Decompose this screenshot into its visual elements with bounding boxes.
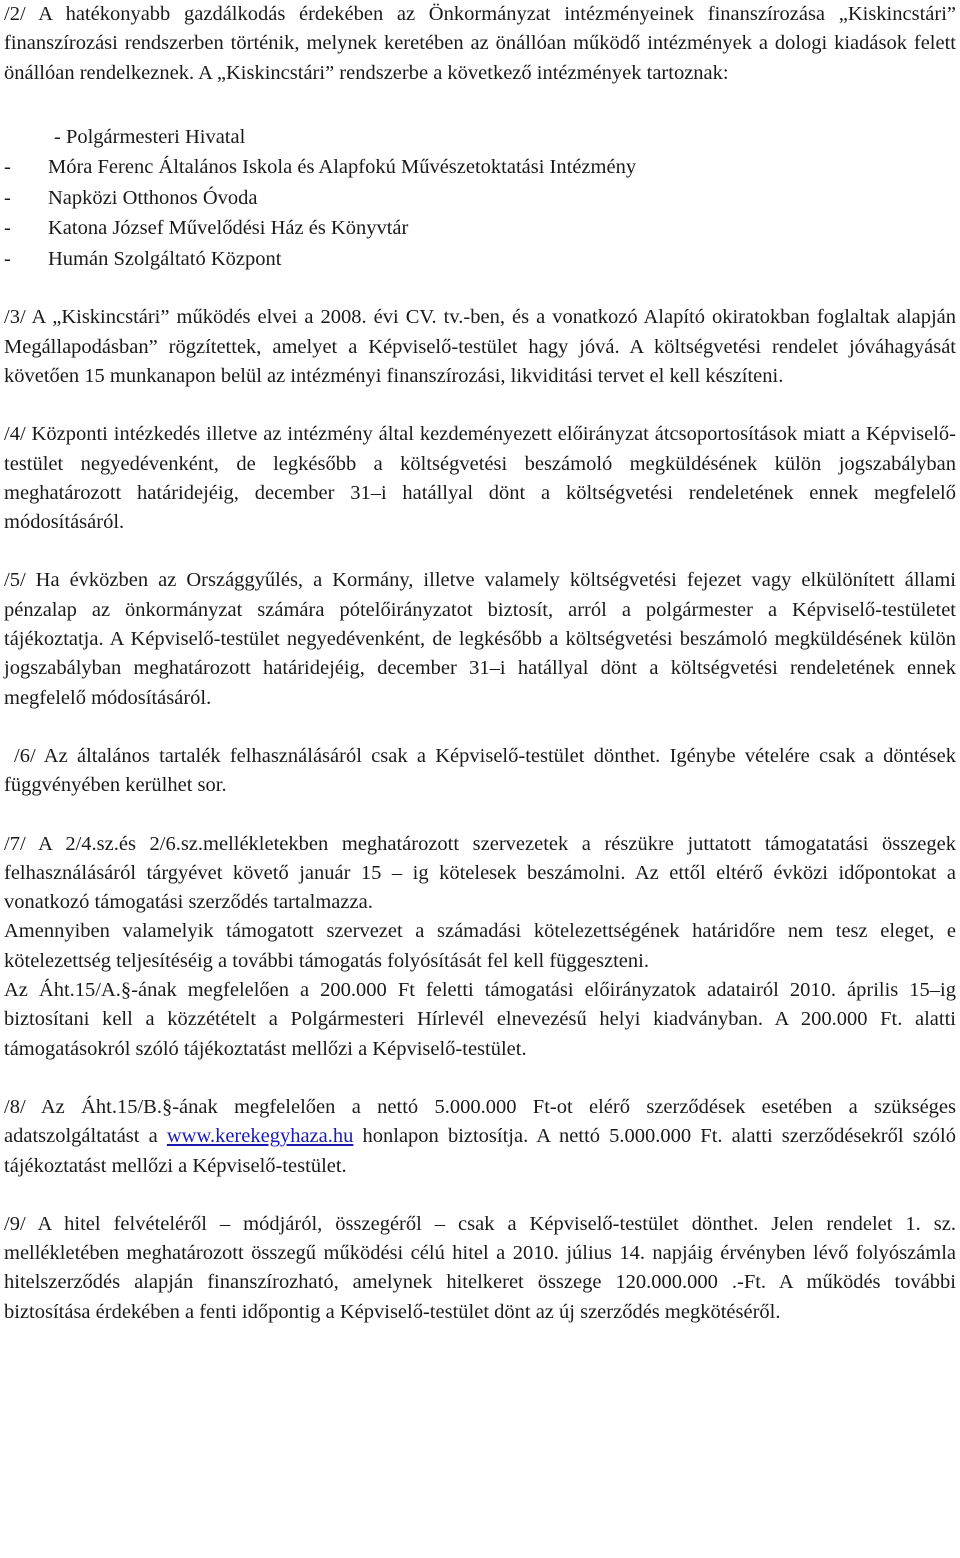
document-page	[4, 0, 956, 1327]
paragraph-3: /3/ A „Kiskincstári” működés elvei a 2008. évi CV. tv.-ben, és a vonatkozó Alapító okiratokban foglaltak alapján Megállapodásban” rögzítettek, amelyet a Képviselő-testület hagy jóvá. A költségvetési rendelet jóváhagyását követően 15 munkanapon belül az intézményi finanszírozási, likviditási tervet el kell készíteni.	[4, 306, 956, 387]
institution-item: - Humán Szolgáltató Központ	[4, 247, 282, 270]
paragraph-7b: Amennyiben valamelyik támogatott szervezet a számadási kötelezettségének határidőre nem tesz eleget, e kötelezettség teljesítéséig a további támogatás folyósítását fel kell függeszteni.	[4, 920, 956, 972]
paragraph-8: /8/ Az Áht.15/B.§-ának megfelelően a nettó 5.000.000 Ft-ot elérő szerződések esetében a szükséges adatszolgáltatást a www.kerekegyhaza.hu honlapon biztosítja. A nettó 5.000.000 Ft. alatti szerződésekről szóló tájékoztatást mellőzi a Képviselő-testület.	[4, 1095, 956, 1177]
paragraph-2: /2/ A hatékonyabb gazdálkodás érdekében az Önkormányzat intézményeinek finanszírozása „Kiskincstári” finanszírozási rendszerben történik, melynek keretében az önállóan működő intézmények a dologi kiadások felett önállóan rendelkeznek. A „Kiskincstári” rendszerbe a következő intézmények tartoznak:	[4, 3, 956, 84]
institution-item: - Móra Ferenc Általános Iskola és Alapfokú Művészetoktatási Intézmény	[4, 156, 637, 179]
institution-list	[4, 122, 956, 275]
institution-item: - Polgármesteri Hivatal	[54, 125, 246, 148]
paragraph-7a: /7/ A 2/4.sz.és 2/6.sz.mellékletekben meghatározott szervezetek a részükre juttatott támogatatási összegek felhasználásáról tárgyévet követő január 15 – ig kötelesek beszámolni. Az ettől eltérő évközi időpontokat a vonatkozó támogatási szerződés tartalmazza.	[4, 832, 956, 914]
paragraph-4: /4/ Központi intézkedés illetve az intézmény által kezdeményezett előirányzat átcsoportosítások miatt a Képviselő-testület negyedévenként, de legkésőbb a költségvetési beszámoló megküldésének külön jogszabályban meghatározott határidejéig, december 31–i hatállyal dönt a költségvetési rendeletének ennek megfelelő módosításáról.	[4, 423, 956, 534]
paragraph-9: /9/ A hitel felvételéről – módjáról, összegéről – csak a Képviselő-testület dönthet. Jelen rendelet 1. sz. mellékletében meghatározott összegű működési célú hitel a 2010. július 14. napjáig érvényben lévő folyószámla hitelszerződés alapján finanszírozható, amelynek hitelkeret összege 120.000.000 .-Ft. A működés további biztosítása érdekében a fenti időpontig a Képviselő-testület dönt az új szerződés megkötéséről.	[4, 1212, 956, 1323]
institution-item: - Napközi Otthonos Óvoda	[4, 186, 258, 209]
institution-item: - Katona József Művelődési Ház és Könyvtár	[4, 217, 409, 240]
website-link[interactable]: www.kerekegyhaza.hu	[166, 1125, 354, 1148]
paragraph-5: /5/ Ha évközben az Országgyűlés, a Kormány, illetve valamely költségvetési fejezet vagy elkülönített állami pénzalap az önkormányzat számára pótelőirányzatot biztosít, arról a polgármester a Képviselő-testületet tájékoztatja. A Képviselő-testület negyedévenként, de legkésőbb a költségvetési beszámoló megküldésének külön jogszabályban meghatározott határidejéig, december 31–i hatállyal dönt a költségvetési rendeletének ennek megfelelő módosításáról.	[4, 569, 956, 709]
paragraph-7c: Az Áht.15/A.§-ának megfelelően a 200.000 Ft feletti támogatási előirányzatok adatairól 2010. április 15–ig biztosítani kell a közzétételt a Polgármesteri Hírlevél elnevezésű helyi kiadványban. A 200.000 Ft. alatti támogatásokról szóló tájékoztatást mellőzi a Képviselő-testület.	[4, 979, 956, 1060]
paragraph-6: /6/ Az általános tartalék felhasználásáról csak a Képviselő-testület dönthet. Igénybe vételére csak a döntések függvényében kerülhet sor.	[4, 744, 956, 797]
